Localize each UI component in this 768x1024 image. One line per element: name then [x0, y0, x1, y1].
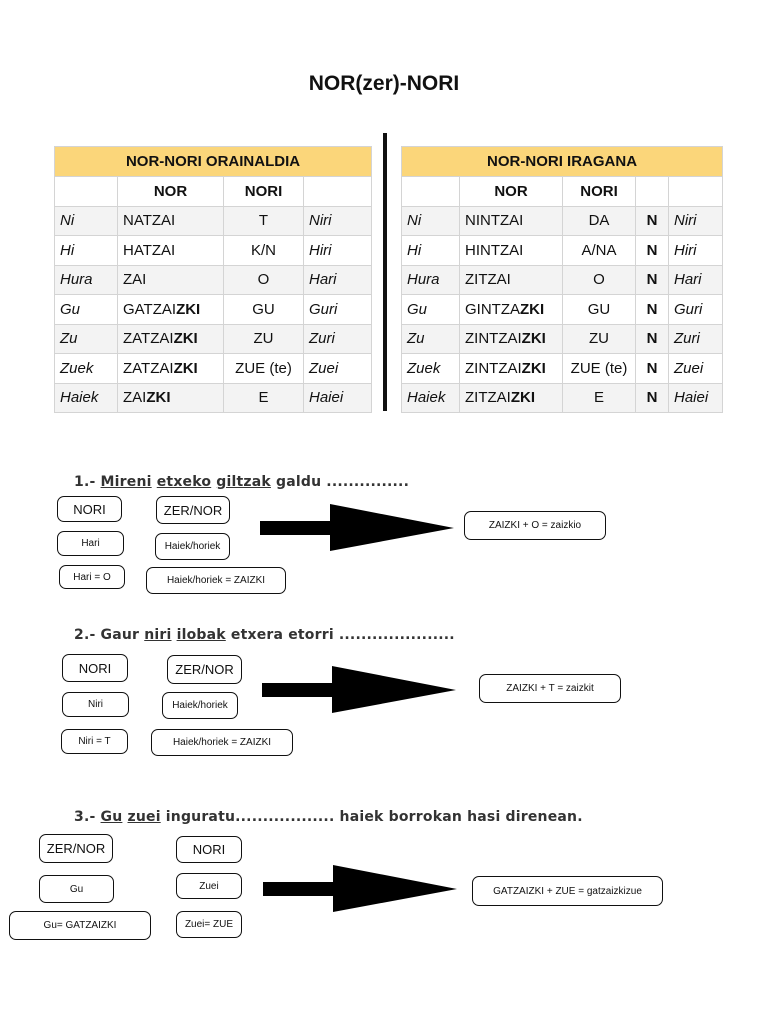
dative-pronoun-cell: Zuri [304, 324, 372, 354]
table-row [402, 324, 723, 354]
ex3-result-box: GATZAIZKI + ZUE = gatzaizkizue [472, 876, 663, 906]
nori-cell: O [563, 265, 636, 295]
nori-cell: ZUE (te) [224, 354, 304, 384]
dative-pronoun-cell: Haiei [304, 383, 372, 413]
column-header [304, 177, 372, 207]
dative-pronoun-cell: Guri [669, 295, 723, 325]
table-row [402, 206, 723, 236]
table-row [55, 206, 372, 236]
pronoun-cell: Hura [402, 265, 460, 295]
nor-stem: ZATZAI [123, 359, 174, 377]
ex2-result-box: ZAIZKI + T = zaizkit [479, 674, 621, 703]
sentence-text: etxera etorri ..................... [225, 627, 455, 643]
table-row [402, 265, 723, 295]
nor-cell [118, 206, 224, 236]
nor-cell [118, 324, 224, 354]
nor-stem: HATZAI [123, 241, 176, 259]
pronoun-cell: Gu [402, 295, 460, 325]
ex3-box-gu: Gu [39, 875, 114, 903]
nori-cell: K/N [224, 236, 304, 266]
ex2-box-haiek: Haiek/horiek [162, 692, 238, 719]
past-n-cell: N [636, 295, 669, 325]
nor-stem: GATZAI [123, 300, 177, 318]
nor-cell [460, 354, 563, 384]
table-row [402, 295, 723, 325]
ex3-box-zer-nor: ZER/NOR [39, 834, 113, 863]
table-row [402, 236, 723, 266]
nor-cell [460, 236, 563, 266]
pronoun-cell: Ni [402, 206, 460, 236]
underlined-word: ilobak [176, 627, 226, 643]
underlined-word: giltzak [216, 474, 271, 490]
nor-plural-marker: ZKI [173, 359, 198, 377]
pronoun-cell: Zuek [402, 354, 460, 384]
nor-stem: ZINTZAI [465, 359, 522, 377]
ex3-box-zuei: Zuei [176, 873, 242, 899]
underlined-word: etxeko [156, 474, 212, 490]
nori-cell: T [224, 206, 304, 236]
nor-stem: GINTZA [465, 300, 520, 318]
dative-pronoun-cell: Niri [304, 206, 372, 236]
table-row [55, 383, 372, 413]
nor-plural-marker: ZKI [146, 389, 171, 407]
column-header [402, 177, 460, 207]
nor-stem: ZITZAI [465, 271, 511, 289]
pronoun-cell: Zuek [55, 354, 118, 384]
ex1-box-haiek-zaizki: Haiek/horiek = ZAIZKI [146, 567, 286, 594]
ex1-box-nori: NORI [57, 496, 122, 522]
column-header: NORI [224, 177, 304, 207]
nor-plural-marker: ZKI [173, 330, 198, 348]
nor-stem: ZAI [123, 271, 147, 289]
dative-pronoun-cell: Haiei [669, 383, 723, 413]
nori-cell: ZU [563, 324, 636, 354]
ex1-box-hari: Hari [57, 531, 124, 556]
dative-pronoun-cell: Zuei [304, 354, 372, 384]
ex1-arrow-icon [260, 504, 456, 552]
ex1-box-zer-nor: ZER/NOR [156, 496, 230, 524]
present-tense-table [54, 146, 372, 413]
table-header-row [402, 147, 723, 177]
column-header [55, 177, 118, 207]
vertical-divider [383, 133, 387, 411]
nor-cell [460, 383, 563, 413]
nor-stem: ZAI [123, 389, 147, 407]
nor-stem: ZITZAI [465, 389, 511, 407]
dative-pronoun-cell: Hari [669, 265, 723, 295]
pronoun-cell: Hi [402, 236, 460, 266]
dative-pronoun-cell: Zuei [669, 354, 723, 384]
dative-pronoun-cell: Hari [304, 265, 372, 295]
nor-plural-marker: ZKI [520, 300, 545, 318]
dative-pronoun-cell: Guri [304, 295, 372, 325]
ex3-box-nori: NORI [176, 836, 242, 863]
dative-pronoun-cell: Hiri [669, 236, 723, 266]
nori-cell: DA [563, 206, 636, 236]
table-row [402, 383, 723, 413]
nor-plural-marker: ZKI [176, 300, 201, 318]
ex3-arrow-icon [263, 865, 459, 913]
ex2-box-niri-t: Niri = T [61, 729, 128, 754]
table-row [55, 324, 372, 354]
past-n-cell: N [636, 354, 669, 384]
nor-stem: NINTZAI [465, 212, 524, 230]
pronoun-cell: Hi [55, 236, 118, 266]
nor-cell [460, 324, 563, 354]
pronoun-cell: Haiek [402, 383, 460, 413]
past-n-cell: N [636, 206, 669, 236]
column-header [669, 177, 723, 207]
pronoun-cell: Haiek [55, 383, 118, 413]
nori-cell: A/NA [563, 236, 636, 266]
table-row [55, 354, 372, 384]
column-header: NORI [563, 177, 636, 207]
past-n-cell: N [636, 383, 669, 413]
nori-cell: GU [224, 295, 304, 325]
nor-stem: HINTZAI [465, 241, 524, 259]
past-tense-table [401, 146, 723, 413]
dative-pronoun-cell: Hiri [304, 236, 372, 266]
ex1-box-hari-o: Hari = O [59, 565, 125, 589]
nori-cell: E [563, 383, 636, 413]
past-n-cell: N [636, 236, 669, 266]
table-row [402, 354, 723, 384]
sentence-text: Gaur [100, 627, 145, 643]
nor-plural-marker: ZKI [510, 389, 535, 407]
nor-cell [460, 295, 563, 325]
table-title: NOR-NORI ORAINALDIA [55, 147, 372, 177]
page-title: NOR(zer)-NORI [308, 72, 460, 95]
column-header-row [402, 177, 723, 207]
nori-cell: ZU [224, 324, 304, 354]
nori-cell: ZUE (te) [563, 354, 636, 384]
nori-cell: GU [563, 295, 636, 325]
exercise-number: 1.- [74, 474, 101, 490]
column-header-row [55, 177, 372, 207]
pronoun-cell: Zu [402, 324, 460, 354]
nori-cell: O [224, 265, 304, 295]
past-n-cell: N [636, 265, 669, 295]
ex3-box-zuei-zue: Zuei= ZUE [176, 911, 242, 938]
exercise-3-sentence [74, 809, 583, 825]
exercise-1-sentence [74, 474, 409, 490]
underlined-word: Mireni [100, 474, 152, 490]
ex2-arrow-icon [262, 666, 458, 714]
nor-plural-marker: ZKI [521, 359, 546, 377]
nor-cell [118, 383, 224, 413]
nor-stem: ZINTZAI [465, 330, 522, 348]
table-header-row [55, 147, 372, 177]
ex2-box-nori: NORI [62, 654, 128, 682]
pronoun-cell: Ni [55, 206, 118, 236]
dative-pronoun-cell: Niri [669, 206, 723, 236]
nor-cell [118, 354, 224, 384]
underlined-word: niri [144, 627, 172, 643]
past-n-cell: N [636, 324, 669, 354]
sentence-text: galdu ............... [270, 474, 410, 490]
dative-pronoun-cell: Zuri [669, 324, 723, 354]
nor-cell [118, 265, 224, 295]
nor-plural-marker: ZKI [521, 330, 546, 348]
underlined-word: Gu [100, 809, 123, 825]
column-header [636, 177, 669, 207]
nor-stem: NATZAI [123, 212, 176, 230]
column-header: NOR [118, 177, 224, 207]
ex2-box-haiek-zaizki: Haiek/horiek = ZAIZKI [151, 729, 293, 756]
nor-cell [460, 265, 563, 295]
pronoun-cell: Hura [55, 265, 118, 295]
ex2-box-zer-nor: ZER/NOR [167, 655, 242, 684]
pronoun-cell: Gu [55, 295, 118, 325]
sentence-text: inguratu.................. haiek borrokan hasi direnean. [160, 809, 583, 825]
nor-stem: ZATZAI [123, 330, 174, 348]
nor-cell [118, 295, 224, 325]
nor-cell [118, 236, 224, 266]
exercise-2-sentence [74, 627, 455, 643]
exercise-number: 2.- [74, 627, 101, 643]
ex1-box-haiek: Haiek/horiek [155, 533, 230, 560]
column-header: NOR [460, 177, 563, 207]
pronoun-cell: Zu [55, 324, 118, 354]
underlined-word: zuei [127, 809, 161, 825]
ex3-box-gu-gatzaizki: Gu= GATZAIZKI [9, 911, 151, 940]
table-row [55, 295, 372, 325]
table-row [55, 265, 372, 295]
table-row [55, 236, 372, 266]
nor-cell [460, 206, 563, 236]
ex1-result-box: ZAIZKI + O = zaizkio [464, 511, 606, 540]
exercise-number: 3.- [74, 809, 101, 825]
ex2-box-niri: Niri [62, 692, 129, 717]
table-title: NOR-NORI IRAGANA [402, 147, 723, 177]
nori-cell: E [224, 383, 304, 413]
